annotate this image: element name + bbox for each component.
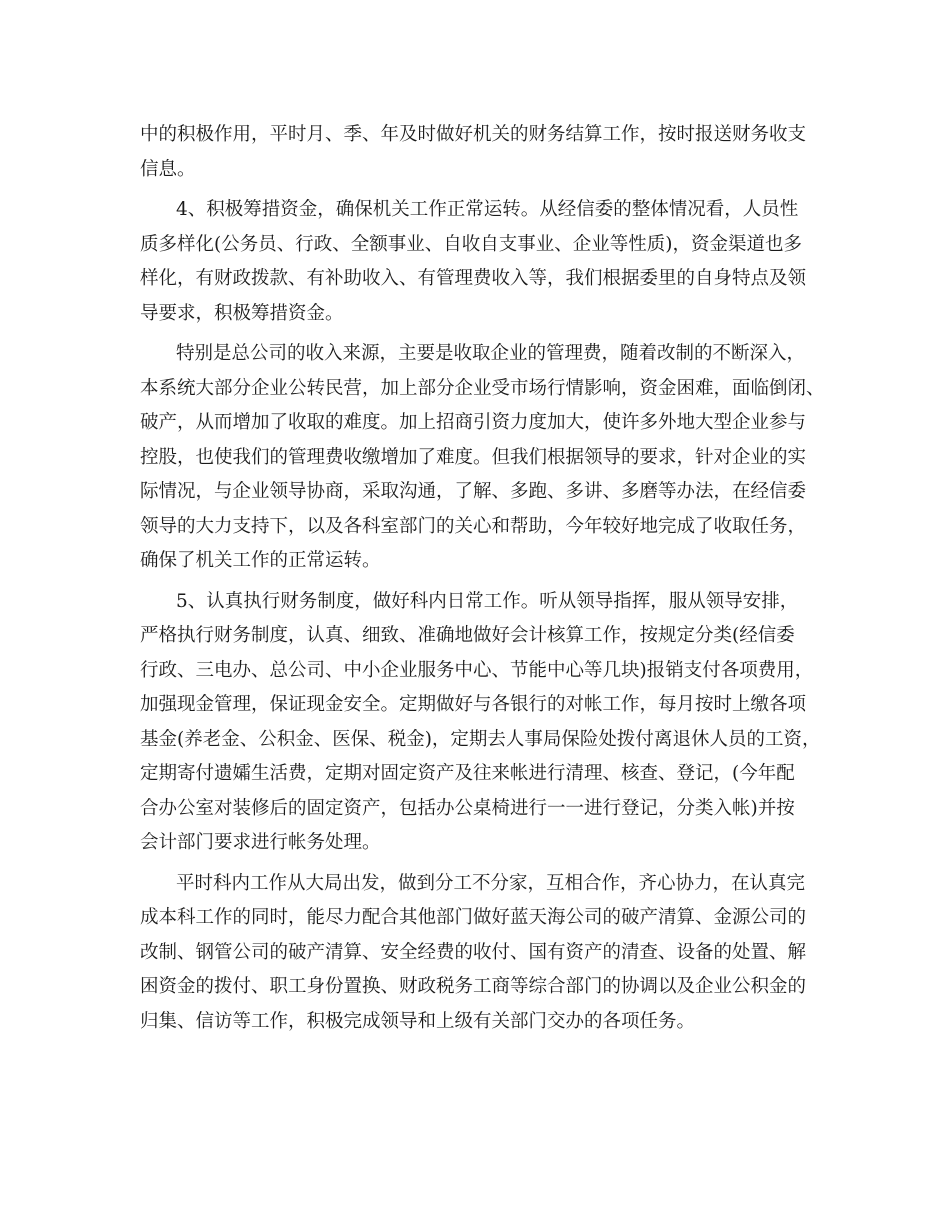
paragraph: [140, 337, 825, 579]
text-line: 严格执行财务制度，认真、细致、准确地做好会计核算工作，按规定分类(经信委: [140, 625, 795, 646]
text-line: 样化，有财政拨款、有补助收入、有管理费收入等，我们根据委里的自身特点及领: [140, 268, 807, 289]
text-line: 合办公室对装修后的固定资产，包括办公桌椅进行一一进行登记，分类入帐)并按: [140, 797, 795, 819]
text-line: 定期寄付遗孀生活费，定期对固定资产及往来帐进行清理、核查、登记，(今年配: [140, 763, 795, 784]
text-line: 加强现金管理，保证现金安全。定期做好与各银行的对帐工作，每月按时上缴各项: [140, 694, 807, 715]
text-line: 特别是总公司的收入来源，主要是收取企业的管理费，随着改制的不断深入，: [176, 343, 806, 364]
text-line: 领导的大力支持下，以及各科室部门的关心和帮助，今年较好地完成了收取任务，: [140, 515, 807, 537]
text-line: 质多样化(公务员、行政、全额事业、自收自支事业、企业等性质)，资金渠道也多: [140, 233, 802, 255]
text-line: 导要求，积极筹措资金。: [140, 302, 344, 324]
paragraph: [140, 867, 820, 1040]
text-line: 成本科工作的同时，能尽力配合其他部门做好蓝天海公司的破产清算、金源公司的: [140, 907, 807, 928]
text-line: 确保了机关工作的正常运转。: [140, 550, 381, 571]
paragraph: [140, 193, 820, 331]
text-line: 会计部门要求进行帐务处理。: [140, 832, 381, 853]
text-line: 归集、信访等工作，积极完成领导和上级有关部门交办的各项任务。: [140, 1010, 696, 1032]
text-line: 5、认真执行财务制度，做好科内日常工作。听从领导指挥，服从领导安排，: [176, 590, 799, 612]
text-line: 改制、钢管公司的破产清算、安全经费的收付、国有资产的清查、设备的处置、解: [140, 941, 807, 963]
text-line: 中的积极作用，平时月、季、年及时做好机关的财务结算工作，按时报送财务收支: [140, 124, 807, 145]
text-line: 控股，也使我们的管理费收缴增加了难度。但我们根据领导的要求，针对企业的实: [140, 446, 807, 468]
text-line: 平时科内工作从大局出发，做到分工不分家，互相合作，齐心协力，在认真完: [176, 872, 806, 894]
text-line: 际情况，与企业领导协商，采取沟通，了解、多跑、多讲、多磨等办法，在经信委: [140, 481, 807, 502]
text-line: 行政、三电办、总公司、中小企业服务中心、节能中心等几块)报销支付各项费用，: [140, 659, 814, 681]
text-line: 本系统大部分企业公转民营，加上部分企业受市场行情影响，资金困难，面临倒闭、: [140, 377, 825, 399]
paragraph: [140, 585, 820, 861]
text-line: 信息。: [140, 158, 196, 180]
paragraph: [140, 118, 820, 187]
document-body: [140, 118, 825, 1039]
text-line: 破产，从而增加了收取的难度。加上招商引资力度加大，使许多外地大型企业参与: [140, 412, 807, 433]
text-line: 基金(养老金、公积金、医保、税金)，定期去人事局保险处拨付离退休人员的工资，: [140, 728, 821, 750]
text-line: 4、积极筹措资金，确保机关工作正常运转。从经信委的整体情况看，人员性: [176, 199, 799, 220]
text-line: 困资金的拨付、职工身份置换、财政税务工商等综合部门的协调以及企业公积金的: [140, 976, 807, 997]
